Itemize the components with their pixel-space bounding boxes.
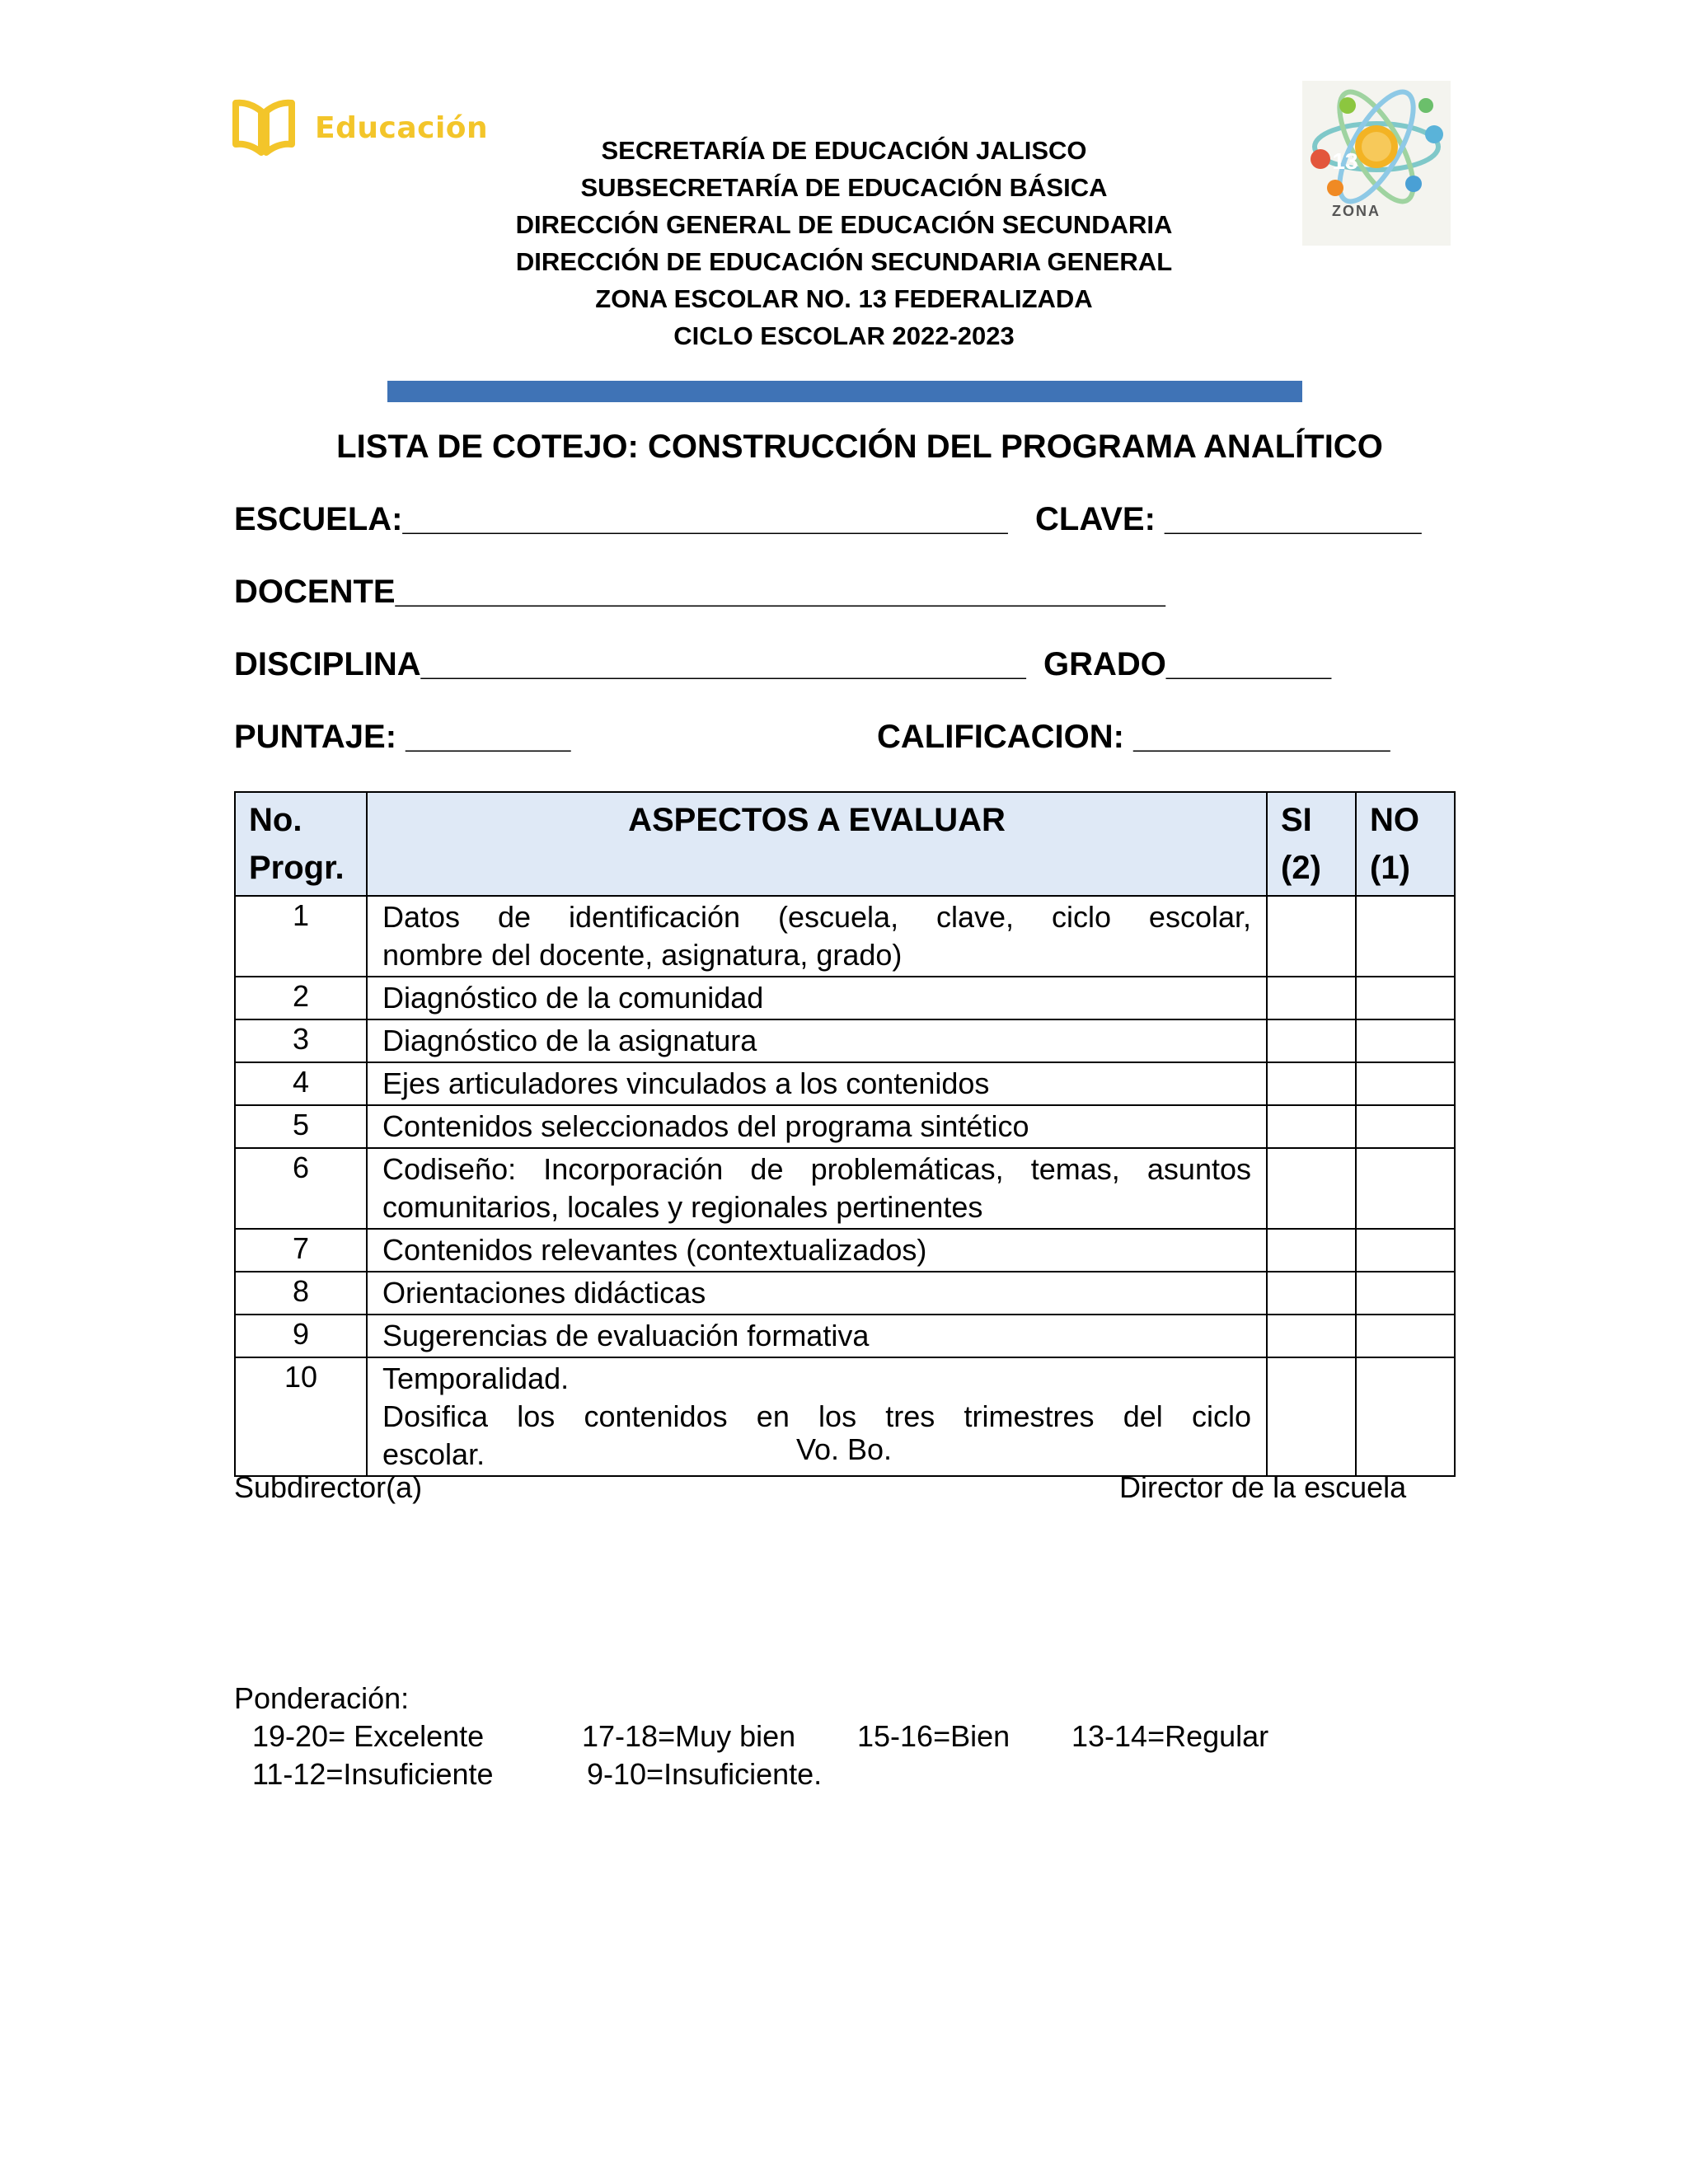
director-label: Director de la escuela — [1119, 1470, 1407, 1504]
ponderacion-item: 15-16=Bien — [857, 1719, 1010, 1753]
row-number: 8 — [235, 1272, 367, 1315]
si-checkbox-cell[interactable] — [1267, 977, 1356, 1019]
table-row — [235, 1315, 1455, 1357]
no-checkbox-cell[interactable] — [1356, 977, 1455, 1019]
aspect-line: escolar. — [382, 1437, 485, 1471]
header-si-line2: (2) — [1281, 850, 1321, 886]
aspect-line: Dosifica los contenidos en los tres trimestres del ciclo — [382, 1399, 1251, 1433]
si-checkbox-cell[interactable] — [1267, 1148, 1356, 1229]
vobo-label: Vo. Bo. — [795, 1432, 893, 1466]
ponderacion-item: 9-10=Insuficiente. — [587, 1757, 823, 1791]
ponderacion-item: 13-14=Regular — [1071, 1719, 1269, 1753]
header-line: ZONA ESCOLAR NO. 13 FEDERALIZADA — [595, 284, 1093, 313]
si-checkbox-cell[interactable] — [1267, 1315, 1356, 1357]
row-number: 10 — [235, 1357, 367, 1476]
si-checkbox-cell[interactable] — [1267, 1062, 1356, 1105]
no-checkbox-cell[interactable] — [1356, 1105, 1455, 1148]
aspect-line: Ejes articuladores vinculados a los contenidos — [382, 1066, 990, 1100]
no-checkbox-cell[interactable] — [1356, 1148, 1455, 1229]
header-no-line2: Progr. — [249, 850, 345, 886]
header-si — [1267, 792, 1356, 896]
table-row — [235, 1229, 1455, 1272]
row-number: 4 — [235, 1062, 367, 1105]
row-number: 5 — [235, 1105, 367, 1148]
row-number: 6 — [235, 1148, 367, 1229]
aspect-line: Sugerencias de evaluación formativa — [382, 1319, 870, 1352]
header-line: DIRECCIÓN GENERAL DE EDUCACIÓN SECUNDARIA — [515, 210, 1173, 239]
header-divider-bar — [387, 381, 1302, 402]
row-number: 3 — [235, 1019, 367, 1062]
table-row — [235, 977, 1455, 1019]
grado-field: GRADO_________ — [1043, 646, 1332, 682]
row-aspect — [367, 1272, 1267, 1315]
no-checkbox-cell[interactable] — [1356, 1229, 1455, 1272]
docente-field: DOCENTE__________________________________________ — [234, 574, 1165, 610]
row-aspect — [367, 896, 1267, 977]
puntaje-field: PUNTAJE: _________ — [234, 719, 571, 755]
aspect-line: comunitarios, locales y regionales pertinentes — [382, 1190, 983, 1224]
row-number: 2 — [235, 977, 367, 1019]
no-checkbox-cell[interactable] — [1356, 1019, 1455, 1062]
ponderacion-item: 11-12=Insuficiente — [252, 1757, 494, 1791]
row-number: 1 — [235, 896, 367, 977]
no-checkbox-cell[interactable] — [1356, 1062, 1455, 1105]
document-title: LISTA DE COTEJO: CONSTRUCCIÓN DEL PROGRAMA ANALÍTICO — [336, 429, 1383, 465]
row-aspect — [367, 1229, 1267, 1272]
escuela-field: ESCUELA:_________________________________ — [234, 501, 1008, 537]
header-line: DIRECCIÓN DE EDUCACIÓN SECUNDARIA GENERAL — [515, 247, 1173, 276]
si-checkbox-cell[interactable] — [1267, 1019, 1356, 1062]
no-checkbox-cell[interactable] — [1356, 1315, 1455, 1357]
row-aspect — [367, 977, 1267, 1019]
ponderacion-item: 17-18=Muy bien — [582, 1719, 796, 1753]
disciplina-field: DISCIPLINA_________________________________ — [234, 646, 1026, 682]
header-no-col-line2: (1) — [1370, 850, 1410, 886]
row-aspect — [367, 1062, 1267, 1105]
table-row — [235, 1019, 1455, 1062]
subdirector-label: Subdirector(a) — [234, 1470, 423, 1504]
ponderacion-label: Ponderación: — [234, 1681, 410, 1715]
si-checkbox-cell[interactable] — [1267, 896, 1356, 977]
row-aspect — [367, 1105, 1267, 1148]
clave-field: CLAVE: ______________ — [1035, 501, 1422, 537]
zona-number: 13 — [1332, 148, 1358, 174]
header-aspects: ASPECTOS A EVALUAR — [367, 792, 1267, 896]
no-checkbox-cell[interactable] — [1356, 896, 1455, 977]
header-line: SUBSECRETARÍA DE EDUCACIÓN BÁSICA — [580, 173, 1108, 202]
table-header-row — [235, 792, 1455, 896]
zona-logo-text: ZONA — [1332, 203, 1381, 219]
row-aspect — [367, 1315, 1267, 1357]
aspect-line: Datos de identificación (escuela, clave, ciclo escolar, — [382, 900, 1251, 934]
table-row — [235, 1148, 1455, 1229]
calificacion-field: CALIFICACION: ______________ — [877, 719, 1390, 755]
educacion-logo-text: Educación — [315, 110, 489, 145]
header-line: CICLO ESCOLAR 2022-2023 — [673, 321, 1015, 350]
table-row — [235, 1062, 1455, 1105]
aspect-line: Orientaciones didácticas — [382, 1276, 706, 1310]
header-no-line1: No. — [249, 802, 302, 838]
checklist-table — [234, 791, 1456, 1477]
si-checkbox-cell[interactable] — [1267, 1229, 1356, 1272]
header-no-progr — [235, 792, 367, 896]
row-number: 9 — [235, 1315, 367, 1357]
header-no-col-line1: NO — [1370, 802, 1419, 838]
aspect-line: Contenidos seleccionados del programa sintético — [382, 1109, 1029, 1143]
institution-header — [0, 132, 1688, 354]
no-checkbox-cell[interactable] — [1356, 1272, 1455, 1315]
row-number: 7 — [235, 1229, 367, 1272]
si-checkbox-cell[interactable] — [1267, 1272, 1356, 1315]
table-row — [235, 1272, 1455, 1315]
aspect-line: Contenidos relevantes (contextualizados) — [382, 1233, 927, 1267]
row-aspect — [367, 1148, 1267, 1229]
table-row — [235, 896, 1455, 977]
aspect-line: Codiseño: Incorporación de problemáticas, temas, asuntos — [382, 1152, 1251, 1186]
si-checkbox-cell[interactable] — [1267, 1105, 1356, 1148]
aspect-line: nombre del docente, asignatura, grado) — [382, 938, 903, 972]
header-si-line1: SI — [1281, 802, 1312, 838]
header-no — [1356, 792, 1455, 896]
ponderacion-item: 19-20= Excelente — [252, 1719, 485, 1753]
header-line: SECRETARÍA DE EDUCACIÓN JALISCO — [601, 136, 1087, 165]
aspect-line: Temporalidad. — [382, 1361, 570, 1395]
aspect-line: Diagnóstico de la comunidad — [382, 981, 764, 1015]
table-row — [235, 1105, 1455, 1148]
aspect-line: Diagnóstico de la asignatura — [382, 1024, 757, 1057]
row-aspect — [367, 1019, 1267, 1062]
